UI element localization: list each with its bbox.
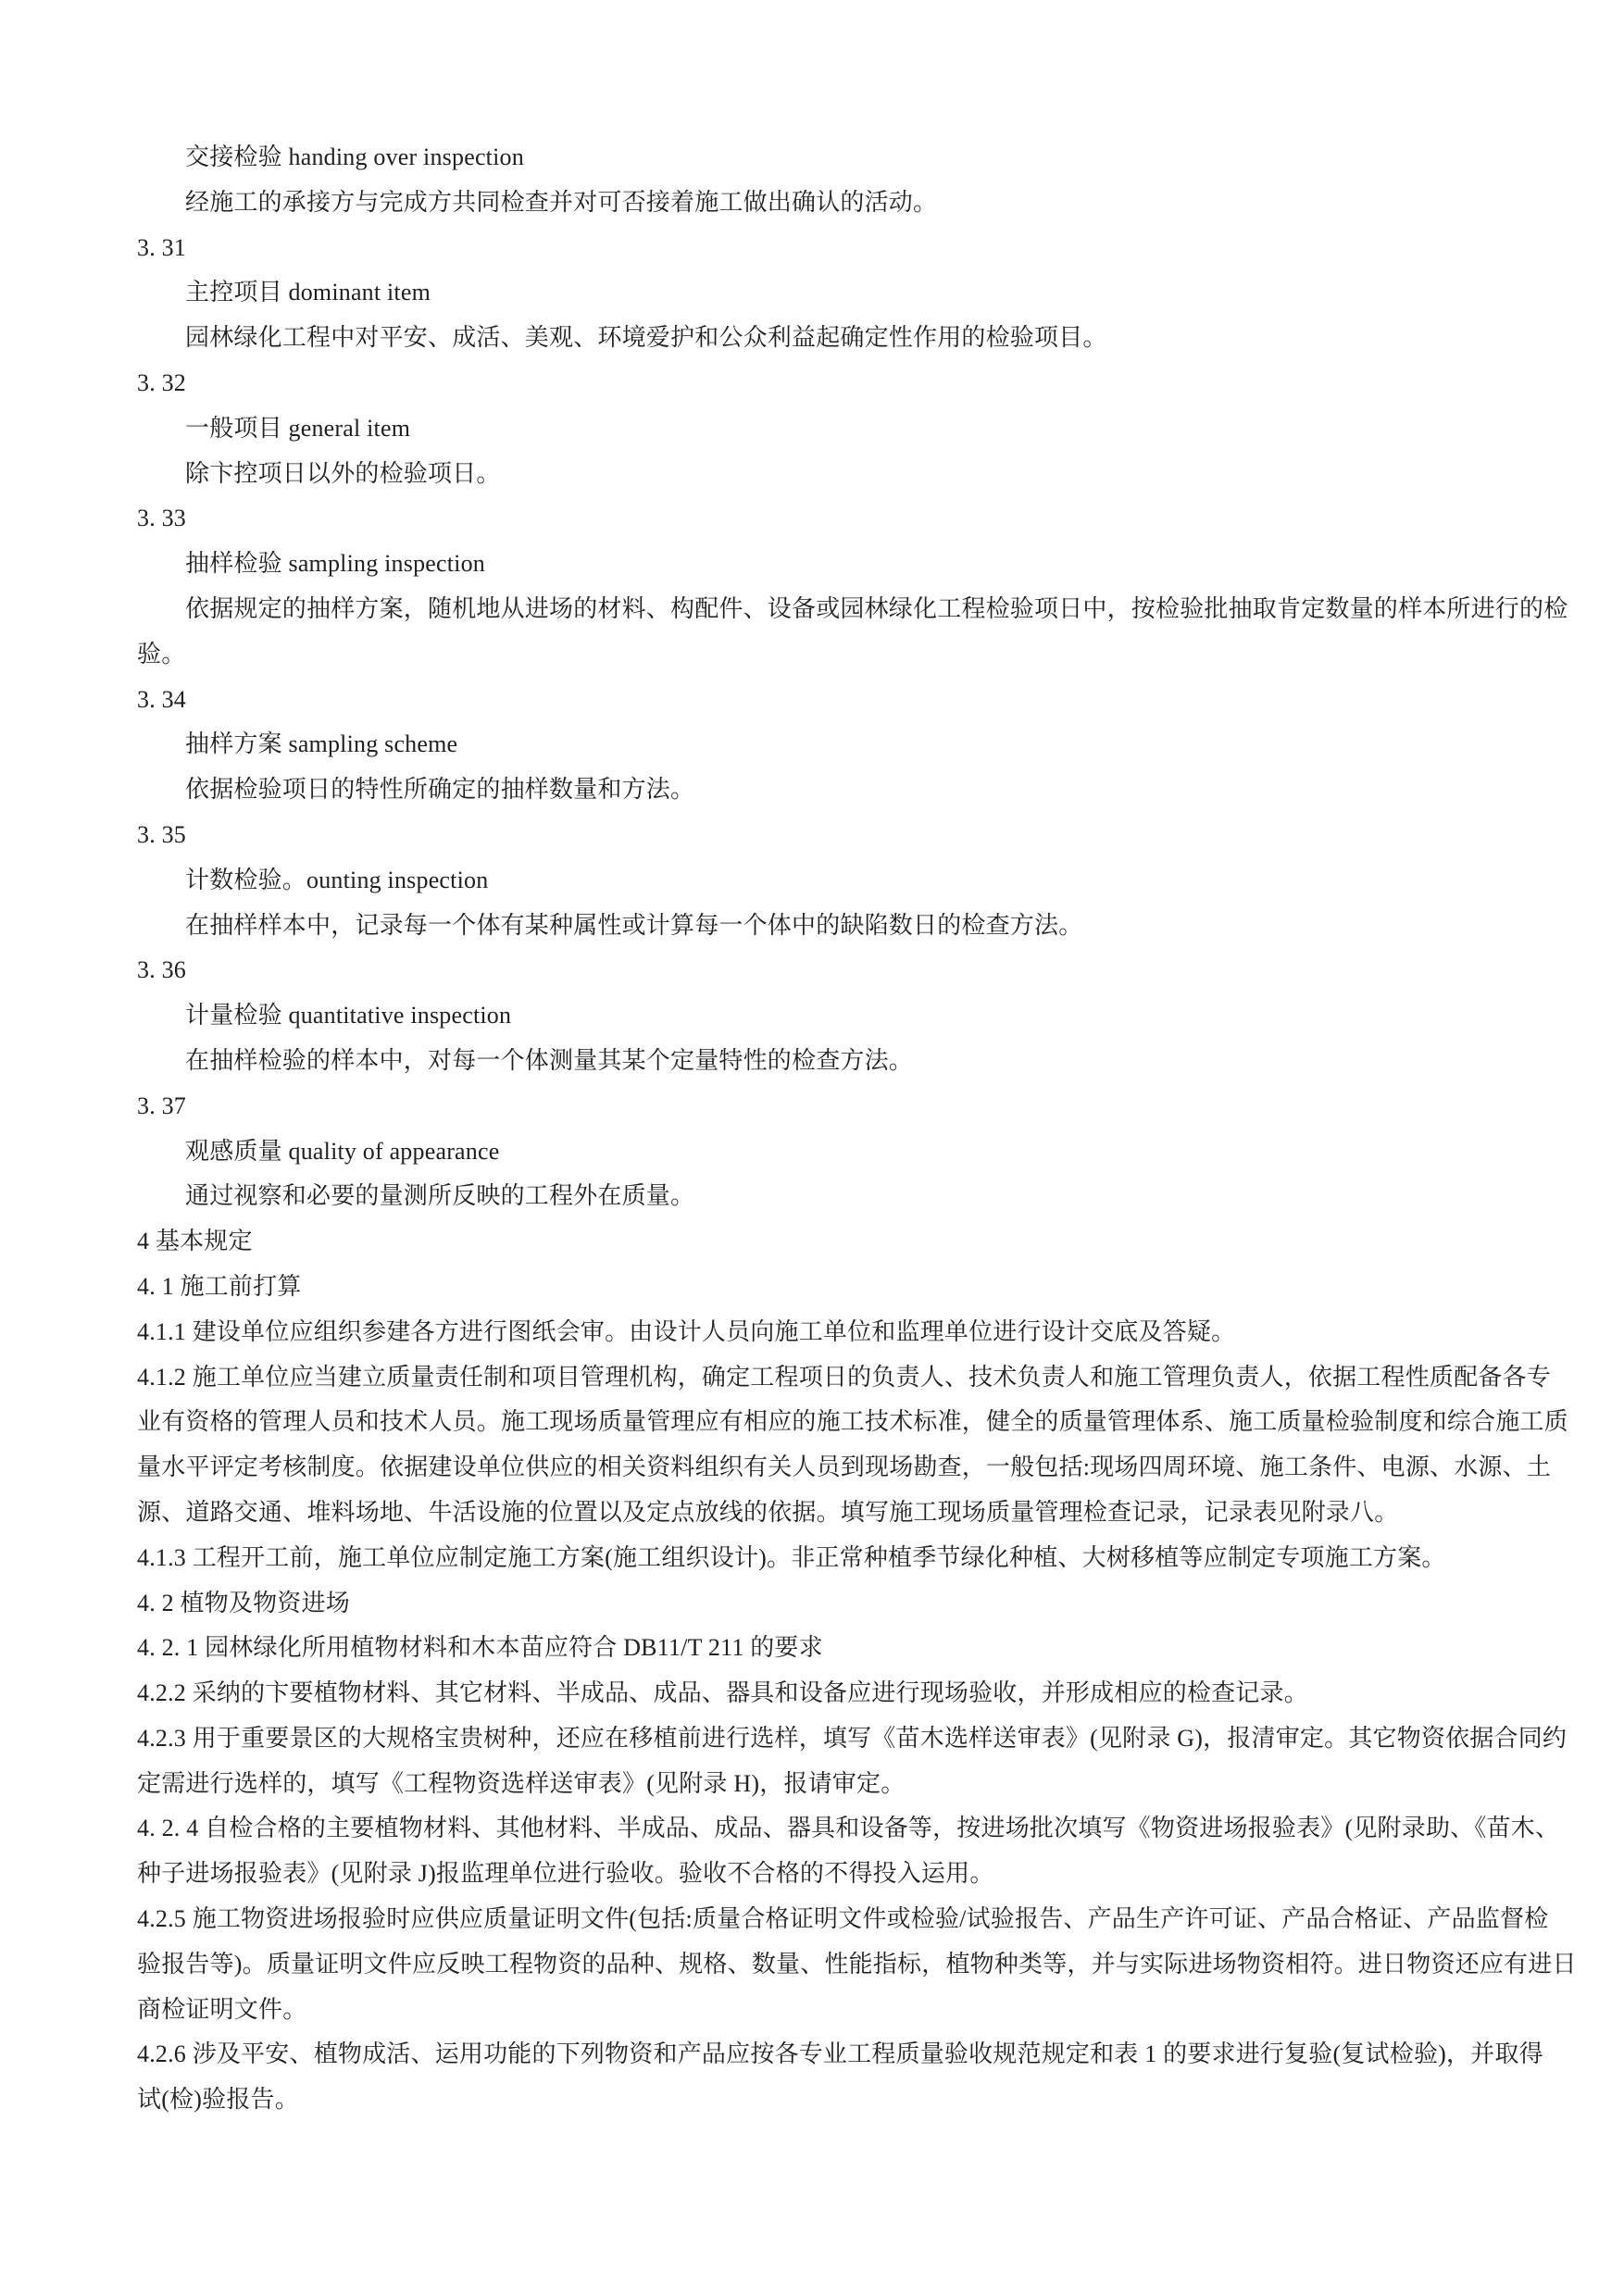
document-line: 在抽样样本中，记录每一个体有某种属性或计算每一个体中的缺陷数日的检查方法。 [185,911,1083,939]
document-line: 量水平评定考核制度。依据建设单位供应的相关资料组织有关人员到现场勘查，一般包括:现场四周环境、施工条件、电源、水源、土 [137,1454,1552,1481]
document-line: 3. 32 [137,368,186,396]
document-line: 3. 36 [137,956,186,984]
document-line: 4. 2 植物及物资进场 [137,1589,350,1616]
document-line: 主控项目 dominant item [185,279,431,306]
document-line: 3. 33 [137,505,186,532]
document-line: 4.1.2 施工单位应当建立质量责任制和项目管理机构，确定工程项日的负责人、技术负责人和施工管理负责人，依据工程性质配备各专 [137,1363,1551,1391]
document-line: 在抽样检验的样本中，对每一个体测量其某个定量特性的检查方法。 [185,1046,914,1074]
document-line: 计数检验。ounting inspection [185,866,489,893]
document-line: 3. 37 [137,1092,186,1119]
document-line: 4.2.3 用于重要景区的大规格宝贵树种，还应在移植前进行选样，填写《苗木选样送审表》(见附录 G)，报清审定。其它物资依据合同约 [137,1724,1568,1752]
document-line: 种子进场报验表》(见附录 J)报监理单位进行验收。验收不合格的不得投入运用。 [137,1860,994,1888]
document-line: 4.2.5 施工物资进场报验时应供应质量证明文件(包括:质量合格证明文件或检验/试验报告、产品生产许可证、产品合格证、产品监督检 [137,1905,1549,1933]
document-line: 商检证明文件。 [137,1995,307,2023]
document-line: 抽样方案 sampling scheme [185,730,458,758]
document-line: 定需进行选样的，填写《工程物资选样送审表》(见附录 H)，报请审定。 [137,1769,906,1797]
document-line: 4.1.3 工程开工前，施工单位应制定施工方案(施工组织设计)。非正常种植季节绿化种植、大树移植等应制定专项施工方案。 [137,1543,1446,1571]
document-line: 4.2.2 采纳的卞要植物材料、其它材料、半成品、成品、器具和设备应进行现场验收，并形成相应的检查记录。 [137,1679,1308,1707]
document-line: 4 基本规定 [137,1228,253,1255]
document-line: 3. 35 [137,820,186,848]
document-line: 3. 31 [137,233,186,261]
document-line: 依据检验项日的特性所确定的抽样数量和方法。 [185,776,695,804]
document-line: 3. 34 [137,685,186,713]
document-line: 依据规定的抽样方案，随机地从进场的材料、构配件、设备或园林绿化工程检验项日中，按检验批抽取肯定数量的样本所进行的检 [185,594,1568,622]
document-line: 一般项目 general item [185,414,411,442]
document-text-block [137,135,1577,2123]
document-line: 4. 1 施工前打算 [137,1272,302,1300]
document-line: 通过视察和必要的量测所反映的工程外在质量。 [185,1182,695,1210]
document-line: 源、道路交通、堆料场地、牛活设施的位置以及定点放线的依据。填写施工现场质量管理检查记录，记录表见附录八。 [137,1498,1399,1526]
document-line: 4. 2. 1 园林绿化所用植物材料和木本苗应符合 DB11/T 211 的要求 [137,1634,823,1662]
document-line: 业有资格的管理人员和技术人员。施工现场质量管理应有相应的施工技术标准，健全的质量管理体系、施工质量检验制度和综合施工质 [137,1408,1568,1436]
document-line: 观感质量 quality of appearance [185,1137,500,1165]
document-line: 计量检验 quantitative inspection [185,1002,512,1029]
document-line: 抽样检验 sampling inspection [185,550,485,578]
document-line: 经施工的承接方与完成方共同检查并对可否接着施工做出确认的活动。 [185,188,938,216]
document-line: 验。 [137,640,186,668]
document-line: 4.1.1 建设单位应组织参建各方进行图纸会审。由设计人员向施工单位和监理单位进行设计交底及答疑。 [137,1317,1236,1345]
document-line: 除卞控项日以外的检验项日。 [185,459,501,487]
document-line: 4.2.6 涉及平安、植物成活、运用功能的下列物资和产品应按各专业工程质量验收规范规定和表 1 的要求进行复验(复试检验)，并取得 [137,2040,1543,2068]
document-line: 园林绿化工程中对平安、成活、美观、环境爱护和公众利益起确定性作用的检验项目。 [185,324,1107,352]
document-line: 验报告等)。质量证明文件应反映工程物资的品种、规格、数量、性能指标，植物种类等，并与实际进场物资相符。进日物资还应有进日 [137,1950,1577,1978]
document-line: 4. 2. 4 自检合格的主要植物材料、其他材料、半成品、成品、器具和设备等，按进场批次填写《物资进场报验表》(见附录助、《苗木、 [137,1815,1560,1842]
document-line: 交接检验 handing over inspection [185,144,524,170]
document-line: 试(检)验报告。 [137,2086,299,2114]
